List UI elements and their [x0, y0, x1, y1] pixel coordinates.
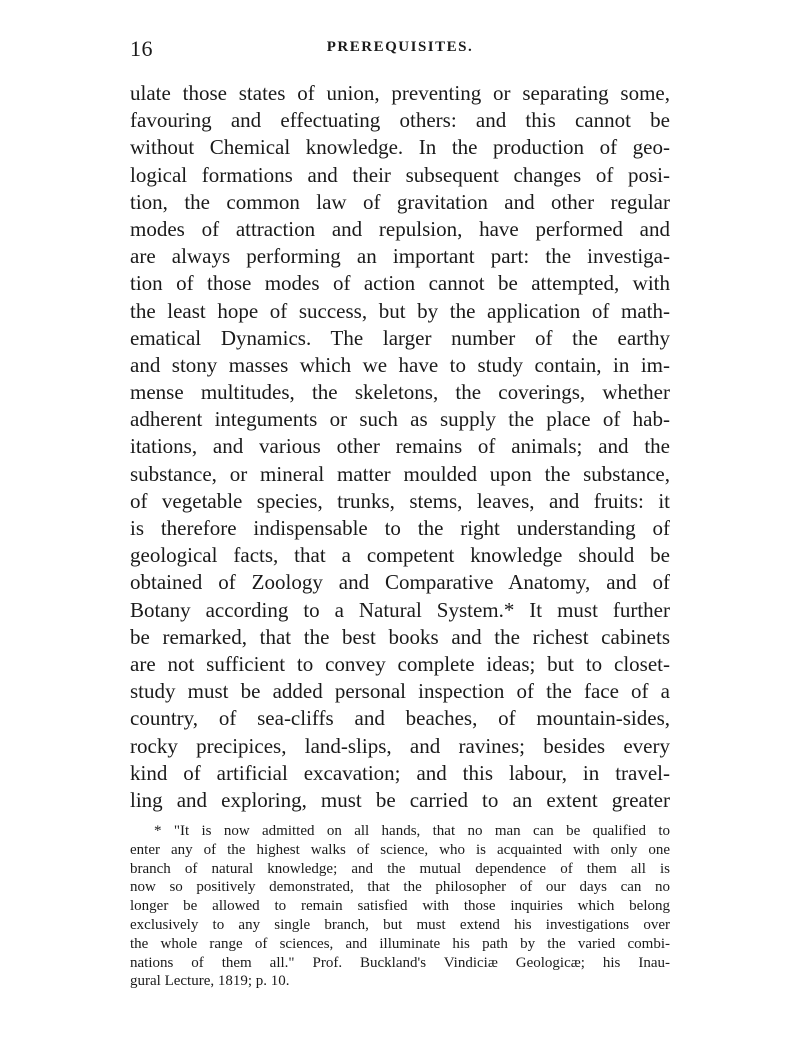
- footnote: [130, 822, 670, 991]
- body-text: [130, 80, 670, 814]
- text-line: geological facts, that a competent knowledge should be: [130, 543, 670, 568]
- text-line: are not sufficient to convey complete ideas; but to closet-: [130, 651, 670, 676]
- text-line: is therefore indispensable to the right understanding of: [130, 516, 670, 540]
- footnote-line: exclusively to any single branch, but must extend his investigations over: [130, 916, 670, 933]
- text-line: kind of artificial excavation; and this labour, in travel-: [130, 760, 670, 785]
- text-line: of vegetable species, trunks, stems, leaves, and fruits: it: [130, 488, 670, 513]
- footnote-line: now so positively demonstrated, that the philosopher of our days can no: [130, 879, 670, 896]
- text-line: without Chemical knowledge. In the production of geo-: [130, 135, 670, 160]
- text-line: mense multitudes, the skeletons, the coverings, whether: [130, 380, 670, 405]
- text-line: the least hope of success, but by the application of math-: [130, 298, 670, 323]
- text-line: ulate those states of union, preventing or separating some,: [130, 81, 670, 105]
- footnote-line: the whole range of sciences, and illuminate his path by the varied combi-: [130, 935, 670, 952]
- footnote-line: gural Lecture, 1819; p. 10.: [130, 973, 290, 990]
- text-line: substance, or mineral matter moulded upon the substance,: [130, 461, 670, 486]
- text-line: ematical Dynamics. The larger number of the earthy: [130, 325, 670, 350]
- footnote-line: nations of them all." Prof. Buckland's Vindiciæ Geologicæ; his Inau-: [130, 954, 670, 971]
- footnote-line: branch of natural knowledge; and the mutual dependence of them all is: [130, 860, 670, 877]
- text-line: tion, the common law of gravitation and other regular: [130, 189, 670, 214]
- running-head: PREREQUISITES.: [326, 39, 474, 55]
- text-line: Botany according to a Natural System.* It must further: [130, 597, 670, 622]
- text-line: be remarked, that the best books and the richest cabinets: [130, 624, 670, 649]
- footnote-line: * "It is now admitted on all hands, that no man can be qualified to: [154, 823, 670, 839]
- text-line: modes of attraction and repulsion, have performed and: [130, 216, 670, 241]
- text-line: adherent integuments or such as supply the place of hab-: [130, 407, 670, 432]
- text-line: study must be added personal inspection of the face of a: [130, 679, 670, 704]
- page-header: [130, 36, 670, 62]
- text-line: logical formations and their subsequent changes of posi-: [130, 162, 670, 187]
- text-line: are always performing an important part: the investiga-: [130, 244, 670, 269]
- page-number: 16: [130, 36, 153, 61]
- text-line: ling and exploring, must be carried to an extent greater: [130, 787, 670, 812]
- text-line: favouring and effectuating others: and this cannot be: [130, 108, 670, 133]
- text-line: country, of sea-cliffs and beaches, of mountain-sides,: [130, 706, 670, 731]
- text-line: obtained of Zoology and Comparative Anatomy, and of: [130, 570, 670, 595]
- text-line: and stony masses which we have to study contain, in im-: [130, 352, 670, 377]
- text-line: itations, and various other remains of animals; and the: [130, 434, 670, 459]
- text-line: tion of those modes of action cannot be attempted, with: [130, 271, 670, 296]
- footnote-line: enter any of the highest walks of science, who is acquainted with only one: [130, 841, 670, 858]
- footnote-line: longer be allowed to remain satisfied with those inquiries which belong: [130, 898, 670, 915]
- text-line: rocky precipices, land-slips, and ravines; besides every: [130, 733, 670, 758]
